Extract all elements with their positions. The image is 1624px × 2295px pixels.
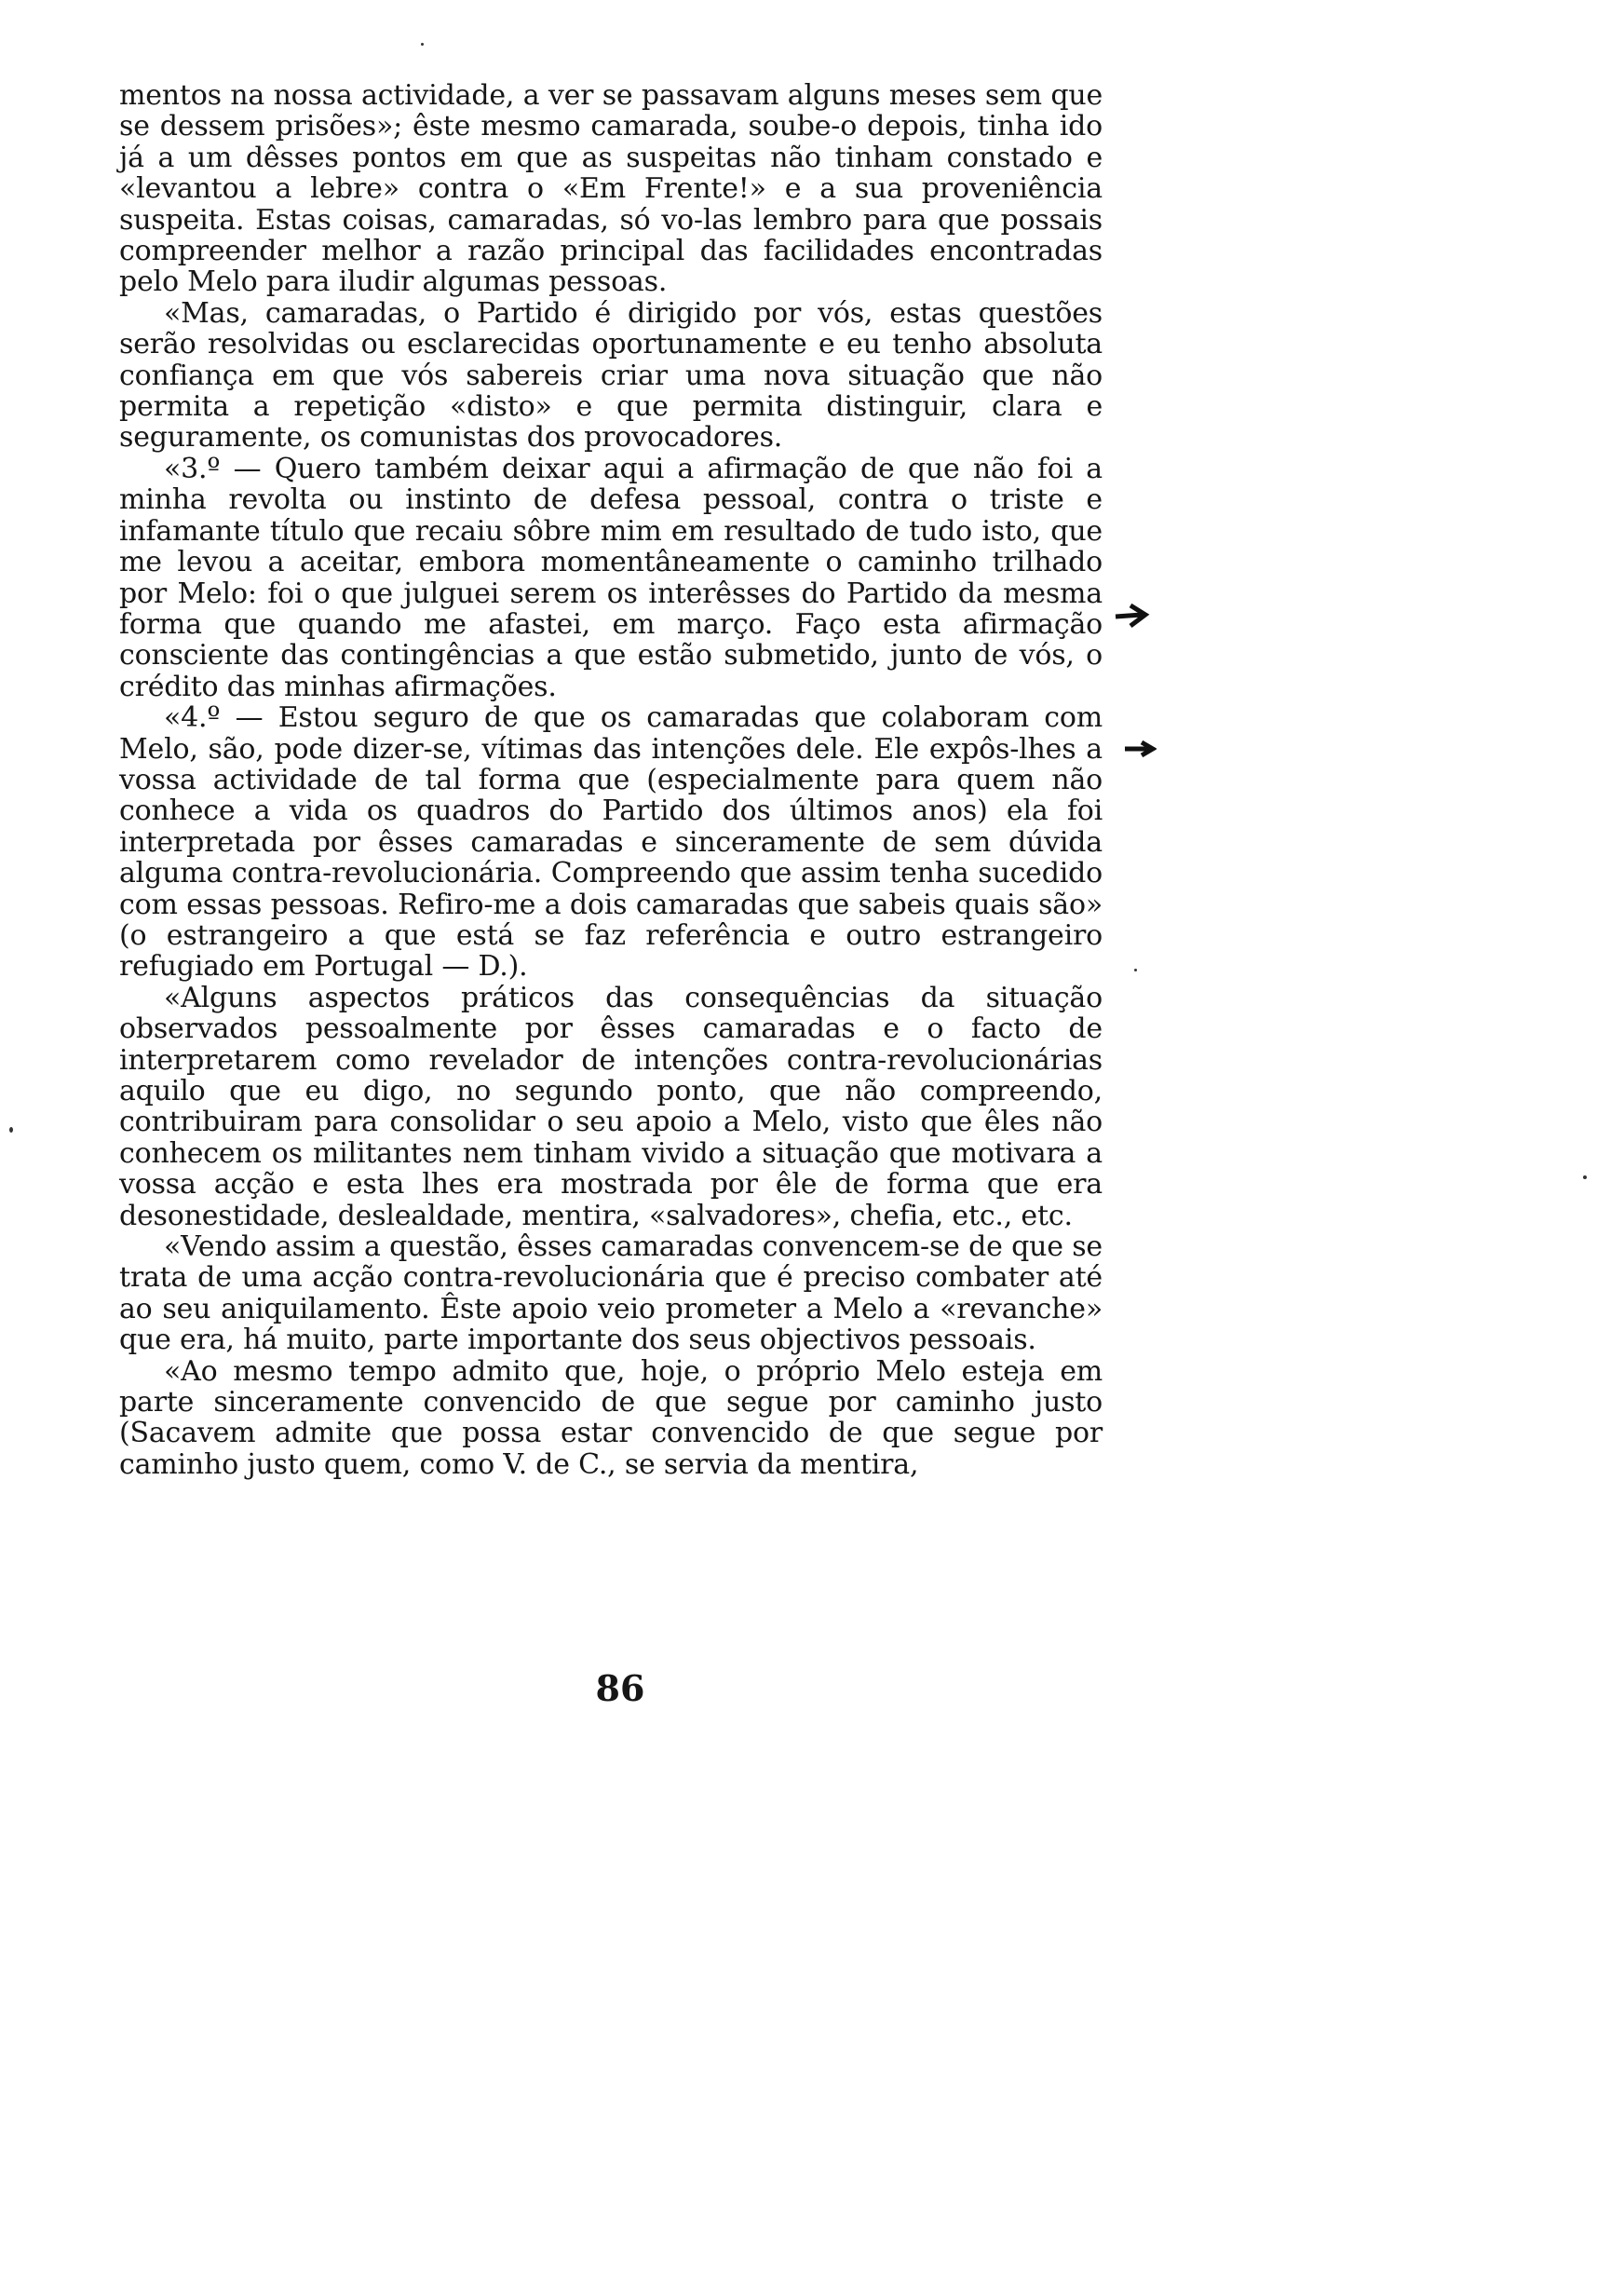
- body-text: [119, 80, 1103, 1480]
- paragraph-4: «4.º — Estou seguro de que os camaradas que colaboram com Melo, são, pode dizer-se, vítimas das intenções dele. Ele expôs-lhes a vossa actividade de tal forma que (especialmente para quem não conhece a vida os quadros do Partido dos últimos anos) ela foi interpretada por êsses camaradas e sinceramente de sem dúvida alguma contra-revolucionária. Compreendo que assim tenha sucedido com essas pessoas. Refiro-me a dois camaradas que sabeis quais são» (o estrangeiro a que está se faz referência e outro estrangeiro refugiado em Portugal — D.).: [119, 701, 1103, 984]
- paper-speck: [9, 1127, 13, 1133]
- paper-speck: [421, 43, 424, 46]
- margin-mark-arrow-icon: [1114, 602, 1151, 630]
- paragraph-7: «Ao mesmo tempo admito que, hoje, o próprio Melo esteja em parte sinceramente convencido de que segue por caminho justo (Sacavem admite que possa estar convencido de que segue por caminho justo quem, como V. de C., se servia da mentira,: [119, 1354, 1103, 1481]
- paragraph-2: «Mas, camaradas, o Partido é dirigido por vós, estas questões serão resolvidas ou esclarecidas oportunamente e eu tenho absoluta confiança em que vós sabereis criar uma nova situação que não permita a repetição «disto» e que permita distinguir, clara e seguramente, os comunistas dos provocadores.: [119, 296, 1103, 455]
- paragraph-3: «3.º — Quero também deixar aqui a afirmação de que não foi a minha revolta ou instinto de defesa pessoal, contra o triste e infamante título que recaiu sôbre mim em resultado de tudo isto, que me levou a aceitar, embora momentâneamente o caminho trilhado por Melo: foi o que julguei serem os interêsses do Partido da mesma forma que quando me afastei, em março. Faço esta afirmação consciente das contingências a que estão submetido, junto de vós, o crédito das minhas afirmações.: [119, 452, 1103, 703]
- margin-mark-dash-icon: [1123, 738, 1157, 760]
- paragraph-5: «Alguns aspectos práticos das consequências da situação observados pessoalmente por êsses camaradas e o facto de interpretarem como revelador de intenções contra-revolucionárias aquilo que eu digo, no segundo ponto, que não compreendo, contribuiram para consolidar o seu apoio a Melo, visto que êles não conhecem os militantes nem tinham vivido a situação que motivara a vossa acção e esta lhes era mostrada por êle de forma que era desonestidade, deslealdade, mentira, «salvadores», chefia, etc., etc.: [119, 981, 1103, 1232]
- paper-speck: [1583, 1175, 1587, 1179]
- paper-speck: [1134, 969, 1137, 971]
- paragraph-6: «Vendo assim a questão, êsses camaradas convencem-se de que se trata de uma acção contra-revolucionária que é preciso combater até ao seu aniquilamento. Êste apoio veio prometer a Melo a «revanche» que era, há muito, parte importante dos seus objectivos pessoais.: [119, 1230, 1103, 1357]
- page-number: 86: [595, 1667, 645, 1709]
- paragraph-1: mentos na nossa actividade, a ver se passavam alguns meses sem que se dessem prisões»; êste mesmo camarada, soube-o depois, tinha ido já a um dêsses pontos em que as suspeitas não tinham constado e «levantou a lebre» contra o «Em Frente!» e a sua proveniência suspeita. Estas coisas, camaradas, só vo-las lembro para que possais compreender melhor a razão principal das facilidades encontradas pelo Melo para iludir algumas pessoas.: [119, 79, 1103, 299]
